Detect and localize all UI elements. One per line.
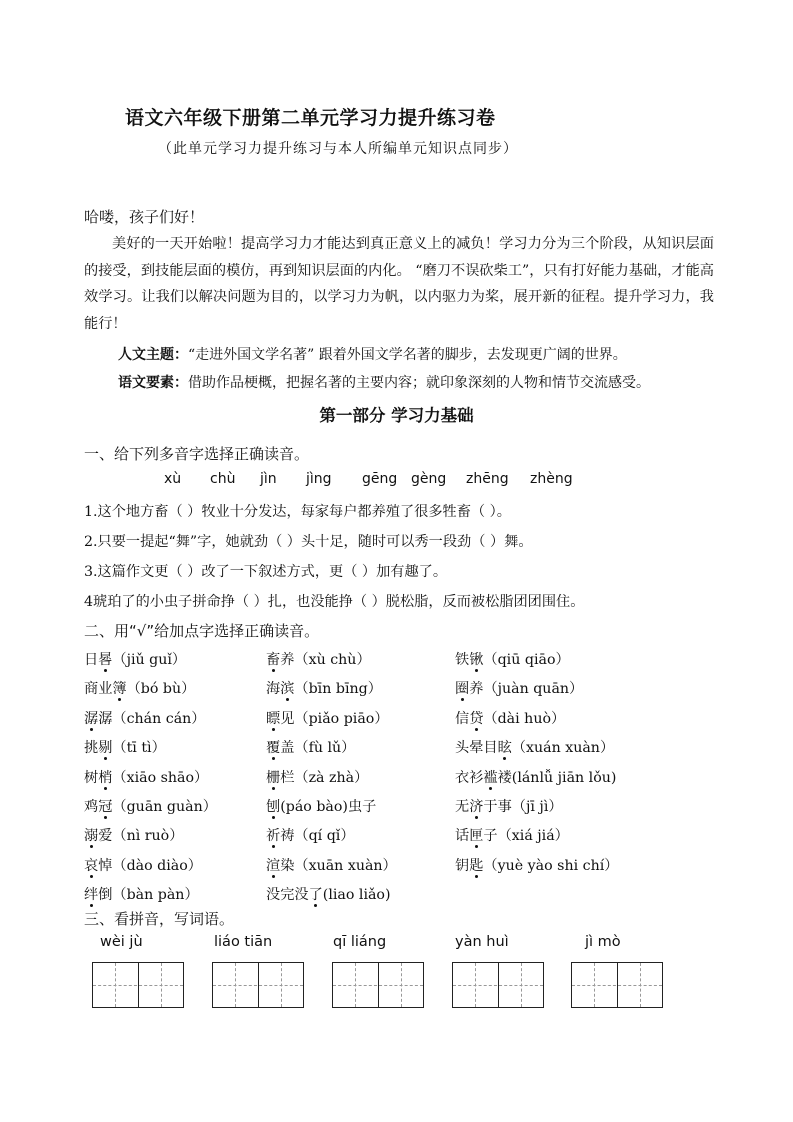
item-options[interactable]: 子（xiá jiá） (483, 828, 569, 845)
pronunciation-item (266, 678, 382, 698)
item-options[interactable]: 养（juàn quān） (469, 681, 584, 698)
item-options[interactable]: （xuán xuàn） (511, 740, 615, 757)
pronunciation-item (455, 796, 563, 816)
dotted-char: 剔 (98, 740, 113, 757)
question-2: 2.只要一提起“舞”字，她就劲（ ）头十足，随时可以秀一段劲（ ）舞。 (84, 534, 533, 550)
item-options[interactable]: （jiǔ guǐ） (112, 652, 187, 668)
item-prefix: 铁 (455, 652, 470, 668)
dotted-char: 贷 (469, 710, 484, 727)
item-options[interactable]: 盖（fù lǔ） (280, 740, 356, 757)
section1-heading: 一、给下列多音字选择正确读音。 (84, 445, 310, 463)
item-options[interactable]: 爱（nì ruò） (98, 828, 184, 845)
item-prefix: 头晕目 (455, 740, 498, 757)
dotted-char: 瞟 (266, 710, 281, 727)
item-options[interactable]: 褛(lánlǚ jiān lǒu) (497, 769, 617, 786)
question-3: 3.这篇作文更（ ）改了一下叙述方式，更（ ）加有趣了。 (84, 564, 448, 580)
theme-label: 人文主题： (118, 347, 188, 363)
dotted-char: 刨 (266, 799, 281, 815)
pinyin-option: gēng (362, 471, 398, 487)
greeting: 哈喽，孩子们好！ (84, 208, 205, 226)
section2-heading: 二、用“√”给加点字选择正确读音。 (84, 622, 320, 640)
item-prefix: 钥 (455, 857, 470, 874)
pronunciation-item (455, 678, 583, 698)
intro-paragraph: 美好的一天开始啦！提高学习力才能达到真正意义上的减负！学习力分为三个阶段，从知识层面的接受，到技能层面的模仿，再到知识层面的内化。 “磨刀不误砍柴工”，只有打好能力基础，才能高效学习。让我们以解决问题为目的，以学习力为帆，以内驱力为桨，展开新的征程。提升学习力，我能行！ (84, 236, 714, 332)
item-options[interactable]: （guān guàn） (112, 799, 217, 815)
pronunciation-item (84, 825, 183, 845)
pronunciation-item (266, 796, 376, 816)
dotted-char: 栅 (266, 769, 281, 786)
pronunciation-item (266, 855, 397, 875)
item-prefix: 衣衫 (455, 769, 484, 786)
item-prefix: 挑 (84, 740, 99, 757)
pinyin-prompt: jì mò (585, 934, 621, 950)
dotted-char: 济 (469, 799, 484, 815)
item-options[interactable]: 倒（bàn pàn） (98, 887, 199, 904)
item-options[interactable]: 染（xuān xuàn） (280, 857, 397, 874)
dotted-char: 匙 (469, 857, 484, 874)
dotted-char: 潺 (84, 710, 99, 727)
writing-grid[interactable] (212, 962, 304, 1008)
dotted-char: 覆 (266, 740, 281, 757)
writing-grid[interactable] (332, 962, 424, 1008)
item-prefix: 日 (84, 652, 99, 668)
item-options[interactable]: （tī tì） (112, 740, 166, 757)
pinyin-option: jìng (306, 471, 332, 487)
pronunciation-item (84, 855, 202, 875)
pinyin-prompt: yàn huì (455, 934, 509, 950)
item-prefix: 树 (84, 769, 99, 786)
pronunciation-item (84, 767, 208, 787)
pronunciation-item (266, 767, 368, 787)
pronunciation-item (455, 855, 618, 875)
pronunciation-item (84, 708, 206, 728)
pronunciation-item (266, 825, 355, 845)
item-prefix: 没完没 (266, 887, 309, 904)
item-options[interactable]: 栏（zà zhà） (280, 769, 369, 786)
dotted-char: 眩 (497, 740, 512, 757)
pinyin-prompt: liáo tiān (214, 934, 273, 950)
pronunciation-item (84, 884, 199, 904)
pronunciation-item (266, 737, 355, 757)
item-options[interactable]: 见（piǎo piāo） (280, 710, 389, 727)
item-options[interactable]: 于事（jī jì） (483, 799, 563, 815)
item-options[interactable]: （bó bù） (126, 681, 196, 698)
theme-line (118, 344, 627, 364)
item-prefix: 无 (455, 799, 470, 815)
item-options[interactable]: (liao liǎo) (322, 887, 391, 904)
pronunciation-item (455, 708, 565, 728)
pronunciation-item (455, 649, 570, 669)
dotted-char: 簿 (112, 681, 127, 698)
dotted-char: 祈 (266, 828, 281, 845)
dotted-char: 匣 (469, 828, 484, 845)
pinyin-option: zhēng (466, 471, 509, 487)
dotted-char: 褴 (483, 769, 498, 786)
item-prefix: 商业 (84, 681, 113, 698)
dotted-char: 哀 (84, 857, 99, 874)
pronunciation-item (455, 737, 614, 757)
item-options[interactable]: 潺（chán cán） (98, 710, 206, 727)
dotted-char: 溺 (84, 828, 99, 845)
item-options[interactable]: (páo bào)虫子 (280, 799, 377, 815)
item-options[interactable]: （dài huò） (483, 710, 566, 727)
pinyin-option: zhèng (530, 471, 573, 487)
dotted-char: 圈 (455, 681, 470, 698)
question-4: 4琥珀了的小虫子拼命挣（ ）扎，也没能挣（ ）脱松脂，反而被松脂团团围住。 (84, 594, 585, 610)
pinyin-option: xù (164, 471, 182, 487)
item-options[interactable]: （bīn bīng） (294, 681, 382, 698)
question-1: 1.这个地方畜（ ）牧业十分发达，每家每户都养殖了很多牲畜（ ）。 (84, 504, 511, 520)
item-prefix: 海 (266, 681, 281, 698)
item-options[interactable]: 祷（qí qǐ） (280, 828, 355, 845)
pronunciation-item (455, 767, 616, 787)
dotted-char: 渲 (266, 857, 281, 874)
item-prefix: 鸡 (84, 799, 99, 815)
pronunciation-item (266, 884, 391, 904)
dotted-char: 梢 (98, 769, 113, 786)
dotted-char: 绊 (84, 887, 99, 904)
pronunciation-item (84, 678, 195, 698)
pinyin-option: gèng (411, 471, 447, 487)
dotted-char: 锹 (469, 652, 484, 668)
element-text: 借助作品梗概，把握名著的主要内容；就印象深刻的人物和情节交流感受。 (188, 375, 650, 391)
dotted-char: 了 (308, 887, 323, 904)
item-prefix: 话 (455, 828, 470, 845)
page-subtitle: （此单元学习力提升练习与本人所编单元知识点同步） (158, 141, 518, 157)
item-prefix: 信 (455, 710, 470, 727)
writing-grid[interactable] (452, 962, 544, 1008)
page-title: 语文六年级下册第二单元学习力提升练习卷 (125, 107, 496, 129)
dotted-char: 晷 (98, 652, 113, 668)
element-label: 语文要素： (118, 375, 188, 391)
pronunciation-item (84, 737, 166, 757)
writing-grid[interactable] (571, 962, 663, 1008)
item-options[interactable]: 悼（dào diào） (98, 857, 202, 874)
item-options[interactable]: 养（xù chù） (280, 652, 371, 668)
dotted-char: 畜 (266, 652, 281, 668)
pinyin-prompt: wèi jù (100, 934, 143, 950)
item-options[interactable]: （yuè yào shi chí） (483, 857, 619, 874)
pronunciation-item (266, 649, 371, 669)
item-options[interactable]: （xiāo shāo） (112, 769, 209, 786)
writing-grid[interactable] (92, 962, 184, 1008)
dotted-char: 冠 (98, 799, 113, 815)
part-title: 第一部分 学习力基础 (319, 406, 474, 425)
item-options[interactable]: （qiū qiāo） (483, 652, 570, 668)
pinyin-prompt: qī liáng (333, 934, 387, 950)
element-line (118, 372, 650, 392)
pronunciation-item (84, 796, 217, 816)
section3-heading: 三、看拼音，写词语。 (84, 910, 235, 928)
dotted-char: 滨 (280, 681, 295, 698)
pronunciation-item (266, 708, 389, 728)
pinyin-option: jìn (260, 471, 277, 487)
pinyin-option: chù (210, 471, 236, 487)
pronunciation-item (455, 825, 569, 845)
theme-text: “走进外国文学名著” 跟着外国文学名著的脚步，去发现更广阔的世界。 (188, 347, 627, 363)
pronunciation-item (84, 649, 186, 669)
